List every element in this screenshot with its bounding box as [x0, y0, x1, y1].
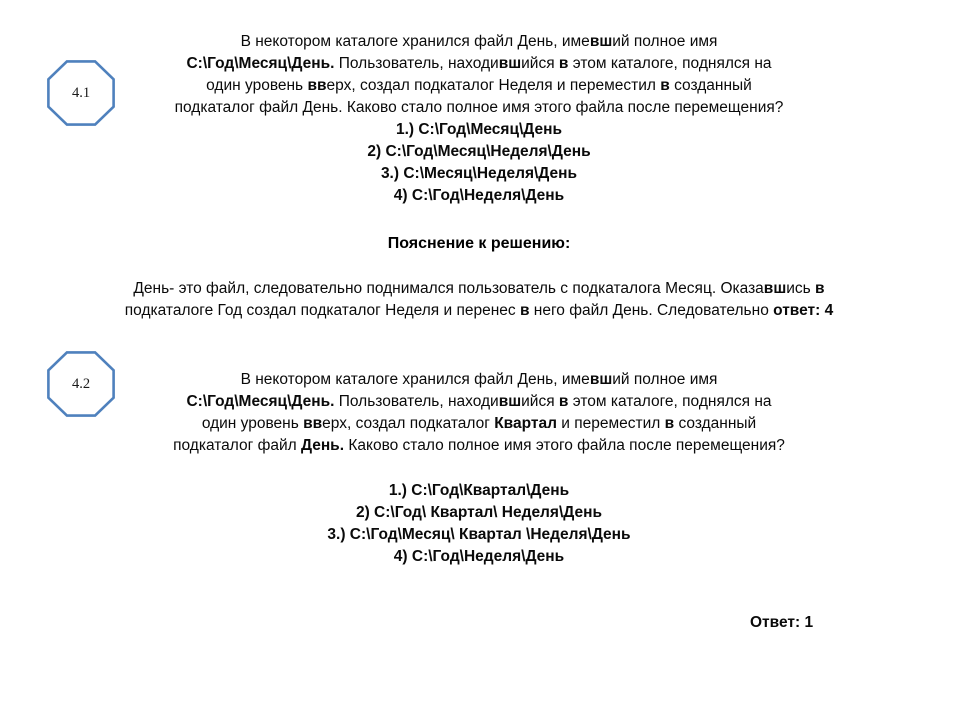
- question-1-block: [0, 31, 958, 207]
- question-1-option-1: 1.) C:\Год\Месяц\День: [395, 121, 563, 138]
- question-1-option-2: 2) C:\Год\Месяц\Неделя\День: [367, 143, 591, 160]
- question-1-text-line: C:\Год\Месяц\День. Пользователь, находившийся в этом каталоге, поднялся на: [186, 55, 772, 72]
- explanation-line: День- это файл, следовательно поднимался пользователь с подкаталога Месяц. Оказавшись в: [133, 280, 825, 297]
- question-2-text-line: C:\Год\Месяц\День. Пользователь, находившийся в этом каталоге, поднялся на: [186, 393, 772, 410]
- explanation-heading: Пояснение к решению:: [387, 235, 571, 252]
- explanation-block: [0, 278, 958, 322]
- question-2-options: [0, 480, 958, 568]
- question-2-text-line: В некотором каталоге хранился файл День, имевший полное имя: [240, 371, 718, 388]
- question-2-option-3: 3.) C:\Год\Месяц\ Квартал \Неделя\День: [327, 526, 631, 543]
- question-2-text-line: подкаталог файл День. Каково стало полное имя этого файла после перемещения?: [173, 437, 785, 454]
- question-2-option-4: 4) C:\Год\Неделя\День: [393, 548, 565, 565]
- explanation-section: [0, 233, 958, 255]
- question-2-option-2: 2) C:\Год\ Квартал\ Неделя\День: [355, 504, 603, 521]
- question-1-number: 4.1: [71, 84, 91, 101]
- question-2-option-1: 1.) C:\Год\Квартал\День: [388, 482, 570, 499]
- question-2-answer: Ответ: 1: [750, 614, 814, 631]
- question-1-text-line: В некотором каталоге хранился файл День, имевший полное имя: [240, 33, 718, 50]
- explanation-line: подкаталоге Год создал подкаталог Неделя и перенес в него файл День. Следовательно ответ: 4: [124, 302, 834, 319]
- question-2-text-line: один уровень вверх, создал подкаталог Квартал и переместил в созданный: [201, 415, 757, 432]
- question-1-text-line: один уровень вверх, создал подкаталог Неделя и переместил в созданный: [206, 77, 752, 94]
- question-1-option-4: 4) C:\Год\Неделя\День: [393, 187, 565, 204]
- question-1-option-3: 3.) C:\Месяц\Неделя\День: [380, 165, 578, 182]
- question-2-number: 4.2: [71, 375, 91, 392]
- question-1-text-line: подкаталог файл День. Каково стало полное имя этого файла после перемещения?: [174, 99, 784, 116]
- question-2-block: [0, 369, 958, 457]
